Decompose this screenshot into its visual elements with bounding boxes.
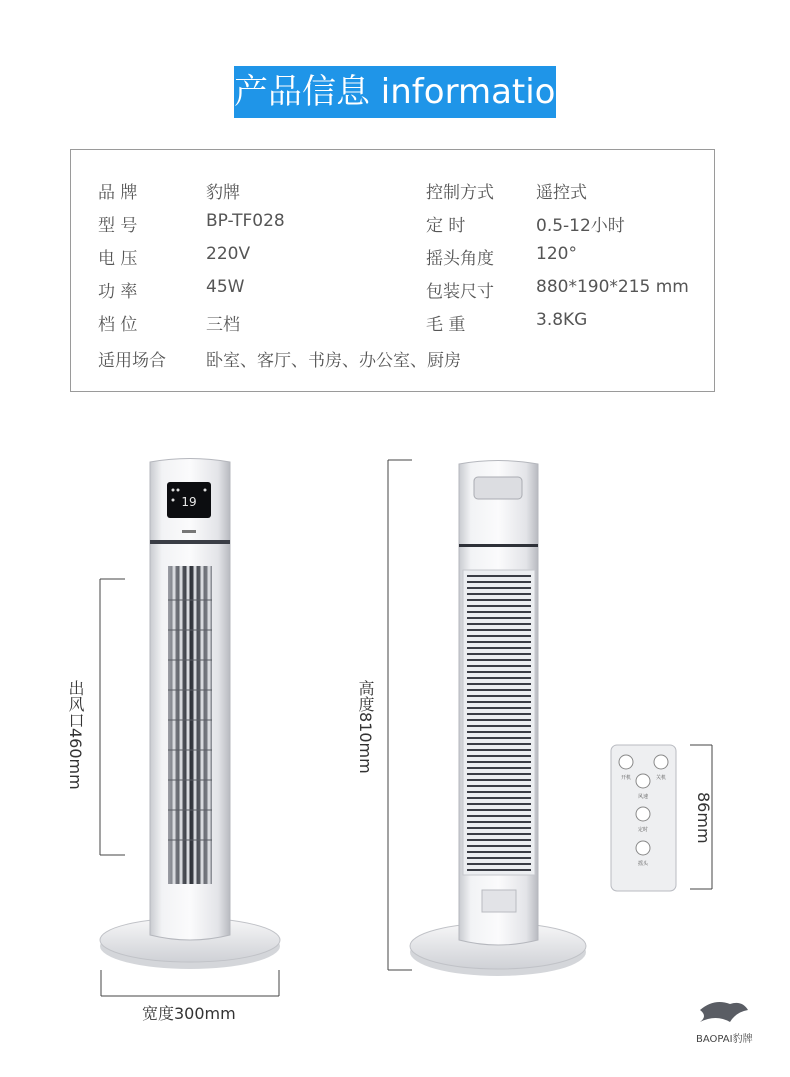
svg-text:关机: 关机	[655, 775, 667, 781]
svg-text:定时: 定时	[637, 827, 649, 833]
spec-label: 档 位	[98, 315, 138, 335]
spec-label: 功 率	[98, 282, 138, 302]
spec-label: 控制方式	[426, 183, 494, 203]
width-dimension-bracket	[101, 970, 279, 996]
speed-icon	[636, 774, 650, 788]
outlet-dimension-bracket	[100, 579, 125, 855]
power-off-icon	[654, 755, 668, 769]
brand-name: BAOPAI豹牌	[696, 1034, 753, 1045]
brand-logo	[700, 1002, 748, 1022]
oscillate-icon	[636, 841, 650, 855]
svg-text:摇头: 摇头	[637, 861, 649, 867]
carry-handle	[474, 477, 522, 499]
spec-label: 电 压	[98, 249, 138, 269]
outlet-dimension-label: 出风口460mm	[66, 680, 85, 790]
remote-control	[611, 745, 676, 891]
tower-fan-back	[410, 461, 586, 977]
spec-value: 豹牌	[206, 183, 240, 203]
air-inlet-grille	[463, 570, 535, 875]
spec-label: 包装尺寸	[426, 282, 494, 302]
spec-label: 适用场合	[98, 351, 166, 371]
spec-value: 45W	[206, 277, 245, 297]
svg-text:风速: 风速	[637, 794, 649, 800]
spec-value: 0.5-12小时	[536, 216, 625, 236]
spec-label: 毛 重	[426, 315, 466, 335]
spec-value: 880*190*215 mm	[536, 277, 689, 297]
spec-value: 120°	[536, 244, 577, 264]
remote-dimension-label: 86mm	[694, 792, 713, 844]
spec-label: 品 牌	[98, 183, 138, 203]
width-dimension-label: 宽度300mm	[142, 1004, 236, 1023]
svg-text:开机: 开机	[620, 775, 632, 781]
display-reading: 19	[181, 495, 197, 509]
spec-label: 型 号	[98, 216, 138, 236]
section-title: 产品信息 information	[234, 66, 556, 118]
spec-value: 220V	[206, 244, 251, 264]
spec-value: 三档	[206, 315, 240, 335]
height-dimension-label: 高度810mm	[356, 680, 375, 774]
tower-fan-front	[100, 459, 280, 970]
height-dimension-bracket	[388, 460, 412, 970]
timer-icon	[636, 807, 650, 821]
power-on-icon	[619, 755, 633, 769]
spec-value: BP-TF028	[206, 211, 285, 231]
spec-value: 卧室、客厅、书房、办公室、厨房	[206, 351, 461, 371]
spec-value: 3.8KG	[536, 310, 588, 330]
spec-label: 定 时	[426, 216, 466, 236]
spec-label: 摇头角度	[426, 249, 494, 269]
spec-value: 遥控式	[536, 183, 587, 203]
